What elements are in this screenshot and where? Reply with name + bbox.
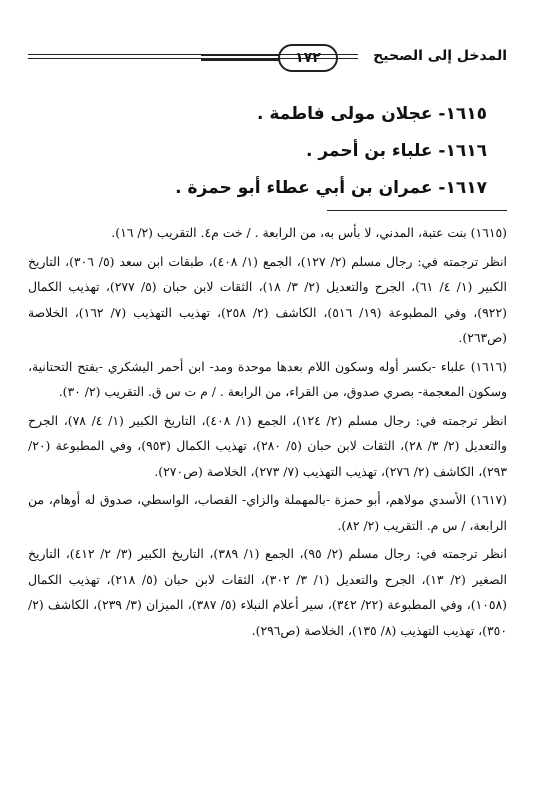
footnote-1616-refs: انظر ترجمته في: رجال مسلم (٢/ ١٢٤)، الجمع (١/ ٤٠٨)، التاريخ الكبير (١/ ٤/ ٧٨)، الجرح والتعديل (٢/ ٣/ ٢٨)، الثقات لابن حبان (٥/ ٢٨٠)، تهذيب الكمال (٩٥٣)، وفي المطبوعة (٢٠/ ٢٩٣)، الكاشف (٢/ ٢٧٦)، تهذيب التهذيب (٧/ ٢٧٣)، الخلاصة (ص٢٧٠). [28, 412, 507, 479]
header-rule [28, 54, 358, 55]
page-number: ١٧٢ [278, 44, 338, 72]
footnote-1617: (١٦١٧) الأسدي مولاهم، أبو حمزة -بالمهملة والزاي- القصاب، الواسطي، صدوق له أوهام، من الرابعة، / س م. التقريب (٢/ ٨٢). [28, 492, 507, 533]
header-rule [201, 59, 281, 61]
running-title: المدخل إلى الصحيح [373, 48, 507, 64]
footnote-1615-refs: انظر ترجمته في: رجال مسلم (٢/ ١٢٧)، الجمع (١/ ٤٠٨)، طبقات ابن سعد (٥/ ٣٠٦)، التاريخ الكبير (١/ ٤/ ٦١)، الجرح والتعديل (٢/ ٣/ ١٨)، الثقات لابن حبان (٥/ ٢٧٧)، تهذيب الكمال (٩٢٢)، وفي المطبوعة (١٩/ ٥١٦)، الكاشف (٢/ ٢٥٨)، تهذيب التهذيب (٧/ ١٦٢)، الخلاصة (ص٢٦٣). [28, 253, 507, 345]
footnote-divider [327, 210, 507, 211]
narrator-entries [60, 96, 487, 207]
entry-1617: ١٦١٧- عمران بن أبي عطاء أبو حمزة . [175, 178, 487, 198]
footnote-1617-refs: انظر ترجمته في: رجال مسلم (٢/ ٩٥)، الجمع (١/ ٣٨٩)، التاريخ الكبير (٣/ ٢/ ٤١٢)، التاريخ الصغير (٢/ ١٣)، الجرح والتعديل (١/ ٣/ ٣٠٢)، الثقات لابن حبان (٥/ ٢١٨)، تهذيب الكمال (١٠٥٨)، وفي المطبوعة (٢٢/ ٣٤٢)، سير أعلام النبلاء (٥/ ٣٨٧)، الميزان (٣/ ٢٣٩)، الكاشف (٢/ ٣٥٠)، تهذيب التهذيب (٨/ ١٣٥)، الخلاصة (ص٢٩٦). [28, 546, 507, 638]
footnote-1615: (١٦١٥) بنت عتبة، المدني، لا بأس به، من الرابعة . / خت م٤. التقريب (٢/ ١٦). [111, 225, 507, 240]
header-rule [28, 58, 358, 59]
footnote-1616: (١٦١٦) علباء -بكسر أوله وسكون اللام بعدها موحدة ومد- ابن أحمر اليشكري -بفتح التحتانية، وسكون المعجمة- بصري صدوق، من القراء، من الرابعة . / م ت س ق. التقريب (٢/ ٣٠). [28, 358, 507, 399]
footnotes [28, 220, 507, 646]
entry-1616: ١٦١٦- علباء بن أحمر . [305, 141, 487, 161]
running-header [28, 44, 507, 80]
entry-1615: ١٦١٥- عجلان مولى فاطمة . [257, 104, 487, 124]
